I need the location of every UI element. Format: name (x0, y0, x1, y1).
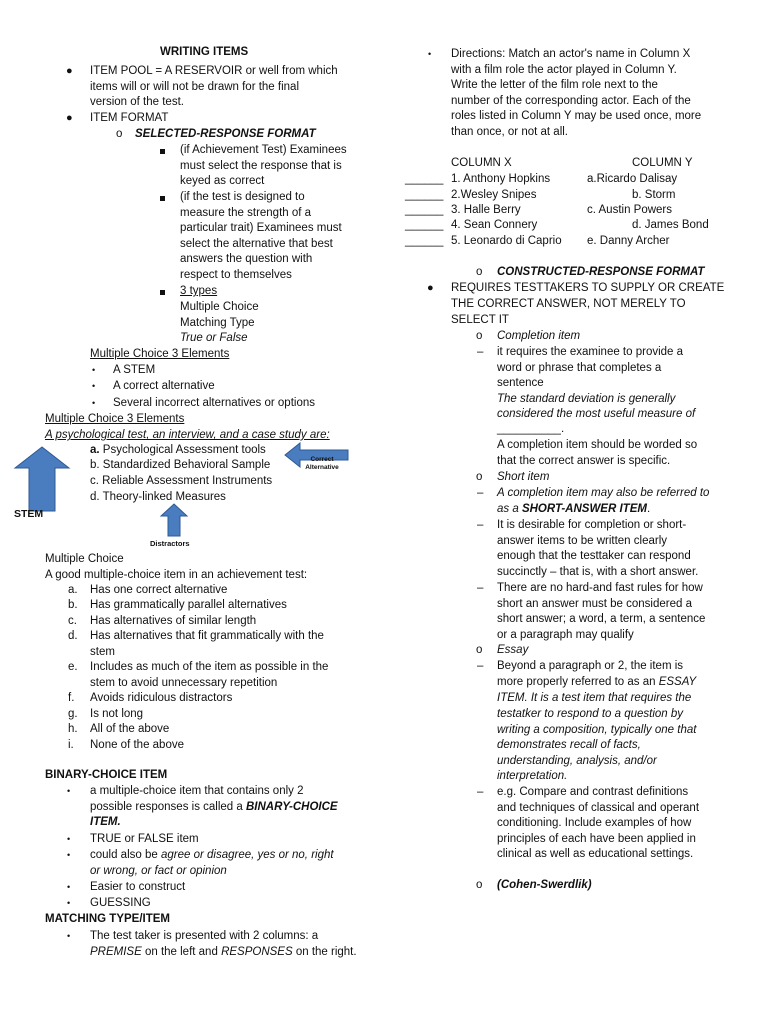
essay-2-line-2: and techniques of classical and operant (497, 802, 700, 814)
selected-response-heading: SELECTED-RESPONSE FORMAT (135, 128, 316, 140)
column-y-item: e. Danny Archer (587, 235, 670, 247)
item-pool-line-2: items will or will not be drawn for the final (90, 81, 299, 93)
circle-bullet-icon: o (476, 266, 483, 278)
list-item: Has one correct alternative (90, 584, 228, 596)
matching-heading: MATCHING TYPE/ITEM (45, 913, 171, 925)
mc-heading: Multiple Choice (45, 553, 124, 565)
example-option-b: b. Standardized Behavioral Sample (90, 459, 271, 471)
distractors-label: Distractors (150, 539, 190, 548)
essay-1-line-6: demonstrates recall of facts, (497, 739, 641, 751)
list-item-cont: stem to avoid unnecessary repetition (90, 677, 278, 689)
requires-line-3: SELECT IT (451, 314, 509, 326)
answer-blank: ______ (405, 204, 444, 216)
sq2-line-3: particular trait) Examinees must (180, 222, 342, 234)
page-title: WRITING ITEMS (160, 46, 249, 58)
sq1-line-3: keyed as correct (180, 175, 265, 187)
distractors-arrow-icon (160, 503, 188, 537)
directions-line-1: Directions: Match an actor's name in Column X (451, 48, 691, 60)
requires-line-2: THE CORRECT ANSWER, NOT MERELY TO (451, 298, 686, 310)
sq2-line-2: measure the strength of a (180, 207, 312, 219)
binary-2: TRUE or FALSE item (90, 833, 199, 845)
bullet-icon: • (67, 882, 71, 892)
essay-2-line-3: conditioning. Include examples of how (497, 817, 692, 829)
short-1-line-1: A completion item may also be referred to (497, 487, 710, 499)
mc-elements-heading-1: Multiple Choice 3 Elements (90, 348, 230, 360)
binary-3-line-1: could also be agree or disagree, yes or no, right (90, 849, 334, 861)
bullet-icon: • (67, 931, 71, 941)
column-x-heading: COLUMN X (451, 157, 512, 169)
answer-blank: ______ (405, 219, 444, 231)
completion-desc-3: sentence (497, 377, 544, 389)
dash-icon: – (477, 346, 484, 358)
column-x-item: 3. Halle Berry (451, 204, 521, 216)
item-format: ITEM FORMAT (90, 112, 169, 124)
mc-element-incorrect: Several incorrect alternatives or options (113, 397, 315, 409)
bullet-icon: • (67, 786, 71, 796)
list-item-letter: a. (68, 584, 78, 596)
constructed-response-heading: CONSTRUCTED-RESPONSE FORMAT (497, 266, 705, 278)
essay-1-line-7: understanding, analysis, and/or (497, 755, 657, 767)
item-pool-line-1: ITEM POOL = A RESERVOIR or well from which (90, 65, 338, 77)
binary-5: GUESSING (90, 897, 151, 909)
sq2-line-4: select the alternative that best (180, 238, 333, 250)
bullet-icon: • (67, 850, 71, 860)
bullet-icon: • (428, 49, 432, 59)
bullet-icon: ● (66, 112, 73, 124)
list-item: None of the above (90, 739, 184, 751)
short-2-line-3: enough that the testtaker can respond (497, 550, 691, 562)
dash-icon: – (477, 519, 484, 531)
list-item-letter: f. (68, 692, 75, 704)
circle-bullet-icon: o (476, 330, 483, 342)
list-item: Avoids ridiculous distractors (90, 692, 233, 704)
binary-1-line-1: a multiple-choice item that contains only 2 (90, 785, 304, 797)
list-item-letter: c. (68, 615, 77, 627)
binary-1-line-2: possible responses is called a BINARY-CHOICE (90, 801, 338, 813)
list-item-letter: e. (68, 661, 78, 673)
column-y-item: b. Storm (632, 189, 676, 201)
essay-1-line-1: Beyond a paragraph or 2, the item is (497, 660, 684, 672)
short-3-line-4: or a paragraph may qualify (497, 629, 634, 641)
list-item-letter: b. (68, 599, 78, 611)
essay-heading: Essay (497, 644, 529, 656)
short-2-line-1: It is desirable for completion or short- (497, 519, 687, 531)
circle-bullet-icon: o (476, 644, 483, 656)
item-pool-line-3: version of the test. (90, 96, 184, 108)
bullet-icon: • (67, 898, 71, 908)
column-x-item: 1. Anthony Hopkins (451, 173, 551, 185)
column-y-item: c. Austin Powers (587, 204, 673, 216)
completion-note-1: A completion item should be worded so (497, 439, 698, 451)
dash-icon: – (477, 786, 484, 798)
circle-bullet-icon: o (476, 879, 483, 891)
binary-heading: BINARY-CHOICE ITEM (45, 769, 168, 781)
sq2-line-6: respect to themselves (180, 269, 292, 281)
short-item-heading: Short item (497, 471, 550, 483)
essay-1-line-8: interpretation. (497, 770, 568, 782)
list-item: Has alternatives that fit grammatically with the (90, 630, 324, 642)
stem-arrow-icon (13, 446, 71, 512)
column-y-heading: COLUMN Y (632, 157, 693, 169)
example-option-c: c. Reliable Assessment Instruments (90, 475, 273, 487)
column-y-item: a.Ricardo Dalisay (587, 173, 678, 185)
example-option-a: a. Psychological Assessment tools (90, 444, 266, 456)
list-item: All of the above (90, 723, 170, 735)
essay-2-line-5: clinical as well as educational settings. (497, 848, 694, 860)
bullet-icon: ● (427, 282, 434, 294)
short-1-line-2: as a SHORT-ANSWER ITEM. (497, 503, 651, 515)
short-2-line-2: answer items to be written clearly (497, 535, 668, 547)
column-x-item: 4. Sean Connery (451, 219, 538, 231)
square-bullet-icon (160, 290, 165, 295)
bullet-icon: • (92, 365, 96, 375)
essay-2-line-1: e.g. Compare and contrast definitions (497, 786, 689, 798)
column-x-item: 5. Leonardo di Caprio (451, 235, 562, 247)
directions-line-6: than once, or not at all. (451, 126, 568, 138)
square-bullet-icon (160, 196, 165, 201)
completion-example-1: The standard deviation is generally (497, 393, 676, 405)
example-option-d: d. Theory-linked Measures (90, 491, 226, 503)
list-item-letter: h. (68, 723, 78, 735)
type-multiple-choice: Multiple Choice (180, 301, 259, 313)
sq1-line-2: must select the response that is (180, 160, 342, 172)
list-item-letter: g. (68, 708, 78, 720)
completion-item-heading: Completion item (497, 330, 581, 342)
binary-3-line-2: or wrong, or fact or opinion (90, 865, 227, 877)
short-3-line-3: short answer; a word, a term, a sentence (497, 613, 706, 625)
column-y-item: d. James Bond (632, 219, 709, 231)
list-item: Is not long (90, 708, 144, 720)
list-item-letter: i. (68, 739, 74, 751)
circle-bullet-icon: o (116, 128, 123, 140)
completion-desc-1: it requires the examinee to provide a (497, 346, 684, 358)
type-matching: Matching Type (180, 317, 255, 329)
requires-line-1: REQUIRES TESTTAKERS TO SUPPLY OR CREATE (451, 282, 725, 294)
dash-icon: – (477, 660, 484, 672)
mc-element-stem: A STEM (113, 364, 156, 376)
completion-blank: __________. (497, 423, 565, 435)
bullet-icon: • (67, 834, 71, 844)
dash-icon: – (477, 582, 484, 594)
directions-line-4: number of the corresponding actor. Each of the (451, 95, 691, 107)
binary-4: Easier to construct (90, 881, 186, 893)
essay-1-line-2: more properly referred to as an ESSAY (497, 676, 697, 688)
matching-line-2: PREMISE on the left and RESPONSES on the right. (90, 946, 357, 958)
list-item: Has grammatically parallel alternatives (90, 599, 287, 611)
essay-1-line-3: ITEM. It is a test item that requires the (497, 692, 692, 704)
source-citation: (Cohen-Swerdlik) (497, 879, 592, 891)
mc-intro: A good multiple-choice item in an achievement test: (45, 569, 308, 581)
essay-1-line-5: writing a composition, typically one that (497, 724, 697, 736)
mc-elements-heading-2: Multiple Choice 3 Elements (45, 413, 185, 425)
list-item-letter: d. (68, 630, 78, 642)
answer-blank: ______ (405, 189, 444, 201)
directions-line-2: with a film role the actor played in Column Y. (451, 64, 677, 76)
answer-blank: ______ (405, 235, 444, 247)
binary-1-line-3: ITEM. (90, 816, 121, 828)
dash-icon: – (477, 487, 484, 499)
stem-label: STEM (14, 508, 44, 520)
list-item: Has alternatives of similar length (90, 615, 257, 627)
column-x-item: 2.Wesley Snipes (451, 189, 537, 201)
completion-note-2: that the correct answer is specific. (497, 455, 671, 467)
mc-element-correct: A correct alternative (113, 380, 215, 392)
answer-blank: ______ (405, 173, 444, 185)
correct-alternative-label: Correct Alternative (305, 456, 339, 471)
type-true-false: True or False (180, 332, 248, 344)
sq2-line-1: (if the test is designed to (180, 191, 305, 203)
bullet-icon: • (92, 398, 96, 408)
square-bullet-icon (160, 149, 165, 154)
short-3-line-2: short an answer must be considered a (497, 598, 692, 610)
bullet-icon: ● (66, 65, 73, 77)
three-types-heading: 3 types (180, 285, 218, 297)
completion-example-2: considered the most useful measure of (497, 408, 696, 420)
list-item-cont: stem (90, 646, 115, 658)
directions-line-3: Write the letter of the film role next to the (451, 79, 658, 91)
bullet-icon: • (92, 381, 96, 391)
circle-bullet-icon: o (476, 471, 483, 483)
essay-2-line-4: principles of each have been applied in (497, 833, 696, 845)
short-2-line-4: succinctly – that is, with a short answer. (497, 566, 699, 578)
short-3-line-1: There are no hard-and fast rules for how (497, 582, 703, 594)
directions-line-5: roles listed in Column Y may be used once, more (451, 110, 702, 122)
matching-line-1: The test taker is presented with 2 columns: a (90, 930, 319, 942)
list-item: Includes as much of the item as possible in the (90, 661, 329, 673)
sq2-line-5: answers the question with (180, 253, 313, 265)
completion-desc-2: word or phrase that completes a (497, 362, 662, 374)
essay-1-line-4: testatker to respond to a question by (497, 708, 684, 720)
sq1-line-1: (if Achievement Test) Examinees (180, 144, 347, 156)
example-stem: A psychological test, an interview, and a case study are: (45, 429, 330, 441)
